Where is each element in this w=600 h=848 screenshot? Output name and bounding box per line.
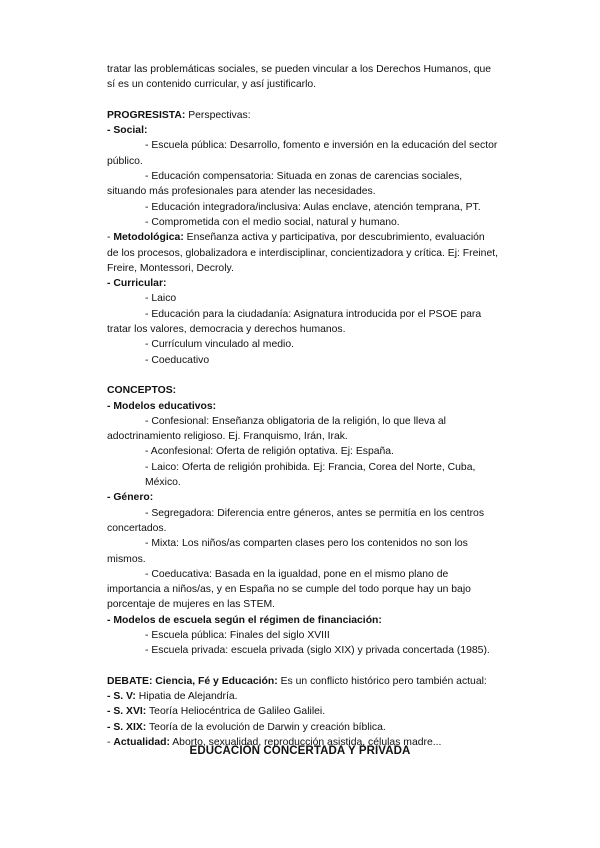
modelos-item-3-cont: México. bbox=[145, 477, 181, 489]
debate-item-1-label: - S. V: bbox=[107, 691, 136, 703]
debate-item-4-prefix: - bbox=[107, 737, 114, 749]
debate-item-1 bbox=[107, 689, 519, 704]
social-item-3: - Educación integradora/inclusiva: Aulas enclave, atención temprana, PT. bbox=[145, 201, 481, 213]
financiacion-item-1: - Escuela pública: Finales del siglo XVIII bbox=[145, 629, 330, 641]
debate-item-2 bbox=[107, 704, 519, 719]
curricular-item-1: - Laico bbox=[145, 293, 177, 305]
document-body bbox=[107, 62, 519, 750]
intro-line-1: tratar las problemáticas sociales, se pueden vincular a los Derechos Humanos, que bbox=[107, 64, 492, 75]
conceptos-heading: CONCEPTOS: bbox=[107, 385, 177, 397]
social-item-2: - Educación compensatoria: Situada en zonas de carencias sociales, bbox=[145, 171, 463, 183]
curricular-item-2-cont: tratar los valores, democracia y derechos humanos. bbox=[107, 324, 346, 336]
debate-item-4-text: Aborto, sexualidad, reproducción asistida, células madre... bbox=[169, 737, 442, 749]
modelos-item-3: - Laico: Oferta de religión prohibida. Ej: Francia, Corea del Norte, Cuba, bbox=[145, 461, 476, 473]
financiacion-label: - Modelos de escuela según el régimen de financiación: bbox=[107, 614, 382, 626]
modelos-item-2: - Aconfesional: Oferta de religión optativa. Ej: España. bbox=[145, 446, 394, 458]
genero-item-3-cont-2: porcentaje de mujeres en las STEM. bbox=[107, 599, 276, 611]
debate-label: DEBATE: Ciencia, Fé y Educación: bbox=[107, 675, 278, 687]
debate-heading bbox=[107, 674, 519, 689]
genero-label: - Género: bbox=[107, 492, 154, 504]
social-item-1-cont: público. bbox=[107, 155, 143, 167]
debate-heading-rest: Es un conflicto histórico pero también actual: bbox=[277, 675, 487, 687]
modelos-label: - Modelos educativos: bbox=[107, 400, 217, 412]
genero-item-2: - Mixta: Los niños/as comparten clases pero los contenidos no son los bbox=[145, 538, 468, 550]
debate-item-4-label: Actualidad: bbox=[113, 737, 170, 749]
debate-item-3 bbox=[107, 720, 519, 735]
progresista-heading bbox=[107, 108, 519, 123]
genero-item-3: - Coeducativa: Basada en la igualdad, pone en el mismo plano de bbox=[145, 568, 449, 580]
debate-item-1-text: Hipatia de Alejandría. bbox=[135, 691, 238, 703]
metodologica-prefix: - bbox=[107, 232, 114, 244]
social-item-1: - Escuela pública: Desarrollo, fomento e inversión en la educación del sector bbox=[145, 140, 498, 152]
metodologica-label: Metodológica: bbox=[113, 232, 184, 244]
genero-item-1-cont: concertados. bbox=[107, 522, 167, 534]
financiacion-item-2: - Escuela privada: escuela privada (siglo XIX) y privada concertada (1985). bbox=[145, 645, 490, 657]
metodologica-line-2: de los procesos, globalizadora e interdisciplinar, concientizadora y crítica. Ej: Freinet, bbox=[107, 247, 498, 259]
genero-item-2-cont: mismos. bbox=[107, 553, 146, 565]
debate-item-2-label: - S. XVI: bbox=[107, 706, 147, 718]
metodologica-line-1 bbox=[107, 230, 519, 245]
modelos-item-1: - Confesional: Enseñanza obligatoria de la religión, lo que lleva al bbox=[145, 415, 446, 427]
curricular-label: - Curricular: bbox=[107, 278, 167, 290]
progresista-label: PROGRESISTA: bbox=[107, 109, 186, 121]
modelos-item-1-cont: adoctrinamiento religioso. Ej. Franquismo, Irán, Irak. bbox=[107, 431, 348, 443]
metodologica-line-3: Freire, Montessori, Decroly. bbox=[107, 262, 234, 274]
social-item-2-cont: situando más profesionales para atender las necesidades. bbox=[107, 186, 376, 198]
curricular-item-2: - Educación para la ciudadanía: Asignatura introducida por el PSOE para bbox=[145, 308, 482, 320]
debate-item-2-text: Teoría Heliocéntrica de Galileo Galilei. bbox=[146, 706, 326, 718]
genero-item-3-cont-1: importancia a niños/as, y en España no se cumple del todo porque hay un bajo bbox=[107, 584, 471, 596]
progresista-heading-rest: Perspectivas: bbox=[185, 109, 251, 121]
genero-item-1: - Segregadora: Diferencia entre géneros, antes se permitía en los centros bbox=[145, 507, 485, 519]
section-title: EDUCACIÓN CONCERTADA Y PRIVADA bbox=[189, 745, 411, 757]
intro-line-2: sí es un contenido curricular, y así justificarlo. bbox=[107, 79, 317, 91]
debate-item-3-label: - S. XIX: bbox=[107, 721, 147, 733]
social-label: - Social: bbox=[107, 125, 148, 137]
metodologica-text-1: Enseñanza activa y participativa, por descubrimiento, evaluación bbox=[183, 232, 485, 244]
debate-item-3-text: Teoría de la evolución de Darwin y creación bíblica. bbox=[146, 721, 386, 733]
curricular-item-4: - Coeducativo bbox=[145, 354, 210, 366]
social-item-4: - Comprometida con el medio social, natural y humano. bbox=[145, 216, 400, 228]
curricular-item-3: - Currículum vinculado al medio. bbox=[145, 339, 294, 351]
